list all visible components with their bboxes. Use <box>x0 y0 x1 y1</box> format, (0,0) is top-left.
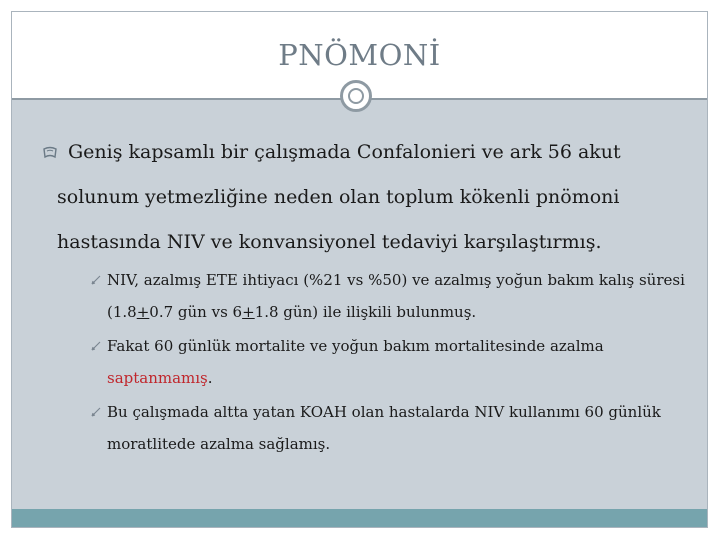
sub-bullet-1-line-1: NIV, azalmış ETE ihtiyacı (%21 vs %50) ve azalmış yoğun bakım kalış süresi <box>107 271 685 289</box>
main-bullet <box>43 130 683 265</box>
main-bullet-line-1: Geniş kapsamlı bir çalışmada Confalonieri ve ark 56 akut <box>68 141 621 163</box>
plus-minus-sign-2: + <box>242 303 255 321</box>
inner-ring <box>348 88 364 104</box>
sub-bullet-list <box>90 264 690 462</box>
sub-bullet-2-line-1: Fakat 60 günlük mortalite ve yoğun bakım mortalitesinde azalma <box>107 337 604 355</box>
sub-bullet-1 <box>90 264 690 328</box>
slide-title: PNÖMONİ <box>278 38 441 72</box>
ribbon-bullet-icon <box>43 146 57 160</box>
sub-bullet-2-line-2 <box>107 362 690 394</box>
sub-bullet-3-line-2: moratlitede azalma sağlamış. <box>107 435 331 453</box>
pencil-bullet-icon <box>90 340 102 352</box>
sub-bullet-2 <box>90 330 690 394</box>
footer-band <box>12 509 707 527</box>
sub-bullet-1-line-2-mid: 0.7 gün vs 6 <box>149 303 243 321</box>
sub-bullet-1-line-2 <box>107 296 690 328</box>
double-ring-icon <box>340 80 372 112</box>
pencil-bullet-icon <box>90 406 102 418</box>
sub-bullet-3 <box>90 396 690 460</box>
sub-bullet-1-line-2-post: 1.8 gün) ile ilişkili bulunmuş. <box>254 303 477 321</box>
highlight-red-text: saptanmamış <box>107 369 208 387</box>
main-bullet-line-3: hastasında NIV ve konvansiyonel tedaviyi karşılaştırmış. <box>57 231 602 253</box>
sub-bullet-3-line-1: Bu çalışmada altta yatan KOAH olan hastalarda NIV kullanımı 60 günlük <box>107 403 661 421</box>
pencil-bullet-icon <box>90 274 102 286</box>
sub-bullet-2-line-2-tail: . <box>207 369 213 387</box>
slide <box>11 11 708 528</box>
sub-bullet-1-line-2-pre: (1.8 <box>107 303 137 321</box>
main-bullet-line-2: solunum yetmezliğine neden olan toplum kökenli pnömoni <box>57 186 620 208</box>
plus-minus-sign-1: + <box>136 303 150 321</box>
